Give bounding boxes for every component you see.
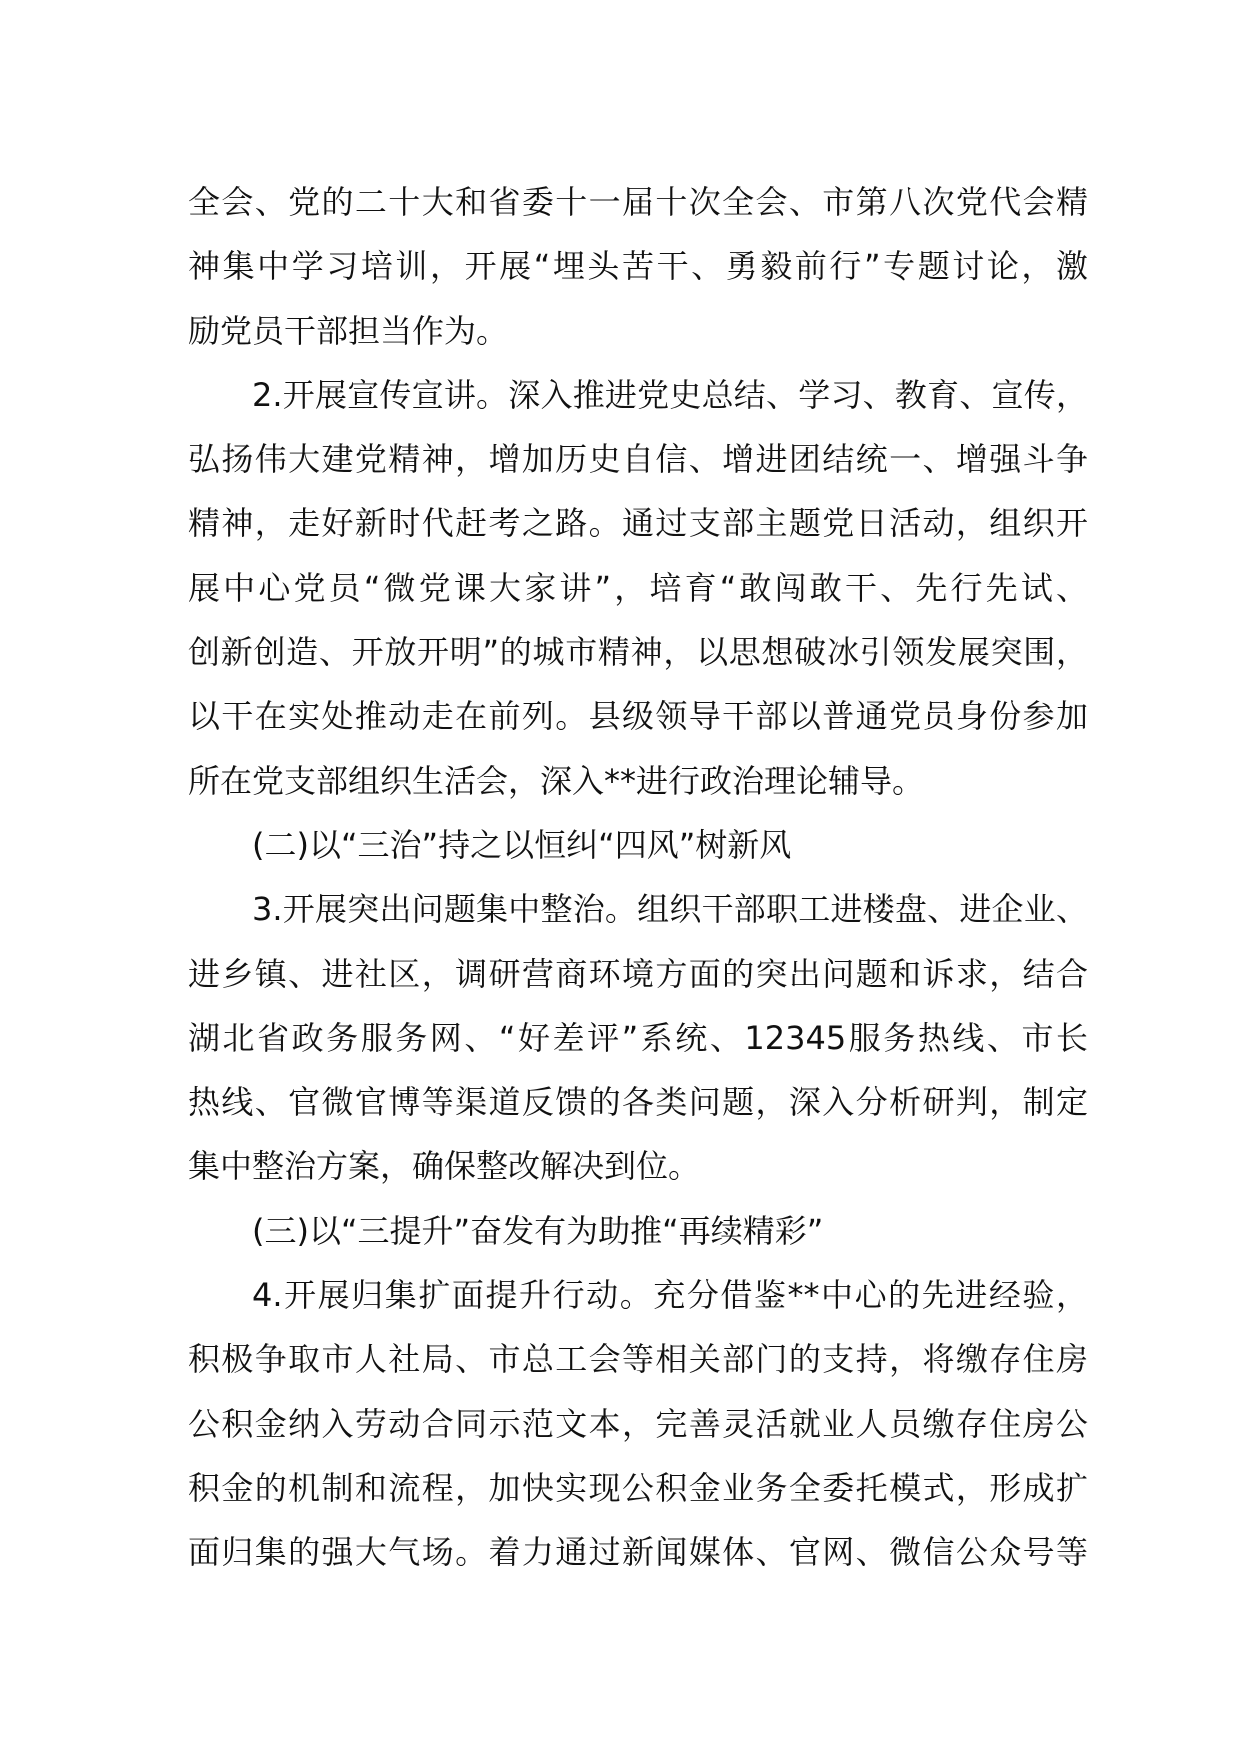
text-line: 弘扬伟大建党精神，增加历史自信、增进团结统一、增强斗争 [188, 440, 1088, 479]
text-line: 热线、官微官博等渠道反馈的各类问题，深入分析研判，制定 [188, 1083, 1088, 1122]
section-heading: (三)以“三提升”奋发有为助推“再续精彩” [252, 1211, 824, 1250]
text-line: 积金的机制和流程，加快实现公积金业务全委托模式，形成扩 [188, 1468, 1088, 1507]
paragraph-start-line: 3.开展突出问题集中整治。组织干部职工进楼盘、进企业、 [252, 890, 1088, 929]
paragraph-start-line: 4.开展归集扩面提升行动。充分借鉴**中心的先进经验， [252, 1276, 1088, 1315]
text-line: 集中整治方案，确保整改解决到位。 [188, 1147, 701, 1186]
text-line: 湖北省政务服务网、“好差评”系统、12345服务热线、市长 [188, 1018, 1088, 1057]
text-line: 展中心党员“微党课大家讲”，培育“敢闯敢干、先行先试、 [188, 568, 1088, 607]
text-line: 以干在实处推动走在前列。县级领导干部以普通党员身份参加 [188, 697, 1088, 736]
text-line: 面归集的强大气场。着力通过新闻媒体、官网、微信公众号等 [188, 1533, 1088, 1572]
text-line: 进乡镇、进社区，调研营商环境方面的突出问题和诉求，结合 [188, 954, 1088, 993]
text-line: 公积金纳入劳动合同示范文本，完善灵活就业人员缴存住房公 [188, 1404, 1088, 1443]
body-text [188, 170, 1088, 1585]
paragraph-start-line: 2.开展宣传宣讲。深入推进党史总结、学习、教育、宣传， [252, 375, 1088, 414]
text-line: 创新创造、开放开明”的城市精神，以思想破冰引领发展突围， [188, 633, 1088, 672]
text-line: 所在党支部组织生活会，深入**进行政治理论辅导。 [188, 761, 925, 800]
text-line: 神集中学习培训，开展“埋头苦干、勇毅前行”专题讨论，激 [188, 247, 1088, 286]
text-line: 精神，走好新时代赶考之路。通过支部主题党日活动，组织开 [188, 504, 1088, 543]
text-line: 全会、党的二十大和省委十一届十次全会、市第八次党代会精 [188, 183, 1088, 221]
section-heading: (二)以“三治”持之以恒纠“四风”树新风 [252, 825, 792, 864]
text-line: 积极争取市人社局、市总工会等相关部门的支持，将缴存住房 [188, 1340, 1088, 1379]
text-line: 励党员干部担当作为。 [188, 311, 509, 350]
